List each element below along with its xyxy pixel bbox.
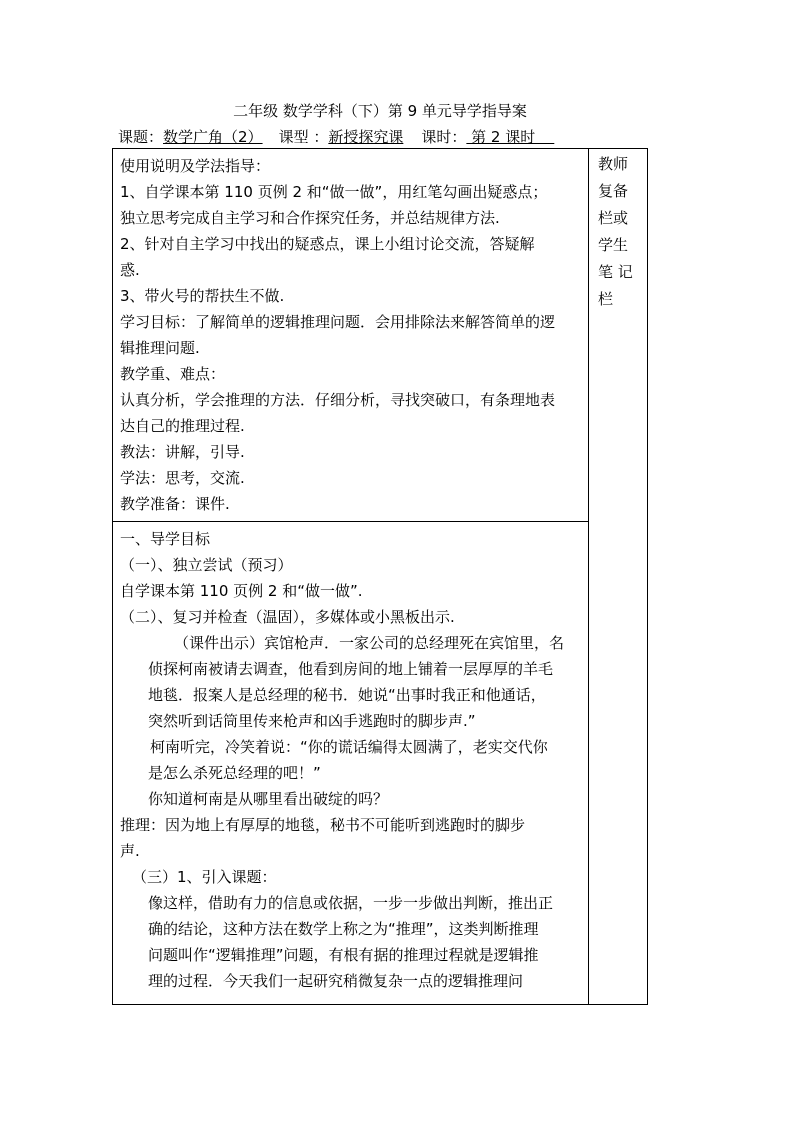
story-line: 是怎么杀死总经理的吧！”: [148, 764, 321, 782]
instruction-line: 学法：思考，交流.: [120, 469, 245, 487]
reasoning-line: 推理：因为地上有厚厚的地毯，秘书不可能听到逃跑时的脚步: [120, 816, 526, 834]
notes-label-line: 学生: [598, 236, 629, 254]
notes-label-line: 栏或: [598, 209, 629, 227]
type-value: 新授探究课: [328, 128, 404, 146]
notes-label-line: 栏: [598, 290, 614, 308]
lesson-meta-line: [118, 127, 648, 147]
topic-label: 课题：: [118, 128, 164, 146]
text-line: 自学课本第 110 页例 2 和“做一做”.: [120, 582, 363, 600]
intro-line: 问题叫作“逻辑推理”问题，有根有据的推理过程就是逻辑推: [148, 946, 539, 964]
story-line: 突然听到话筒里传来枪声和凶手逃跑时的脚步声.”: [148, 712, 476, 730]
intro-line: 像这样，借助有力的信息或依据，一步一步做出判断，推出正: [148, 894, 554, 912]
instruction-line: 学习目标：了解简单的逻辑推理问题．会用排除法来解答简单的逻: [120, 313, 556, 331]
intro-line: 确的结论，这种方法在数学上称之为“推理”，这类判断推理: [148, 920, 539, 938]
instruction-line: 使用说明及学法指导：: [120, 157, 271, 175]
text-line: （二）、复习并检查（温固），多媒体或小黑板出示.: [120, 608, 455, 626]
period-label: 课时：: [421, 128, 467, 146]
guide-content-text: [113, 522, 588, 994]
intro-heading: （三）1、引入课题：: [132, 868, 277, 886]
text-line: （一）、独立尝试（预习）: [120, 556, 293, 574]
page-title: 二年级 数学学科（下）第 9 单元导学指导案: [233, 102, 527, 120]
instruction-line: 独立思考完成自主学习和合作探究任务，并总结规律方法.: [120, 209, 500, 227]
story-line: 侦探柯南被请去调查，他看到房间的地上铺着一层厚厚的羊毛: [148, 660, 554, 678]
type-label: 课型 ：: [278, 128, 329, 146]
instruction-line: 3、带火号的帮扶生不做.: [120, 287, 285, 305]
intro-line: 理的过程．今天我们一起研究稍微复杂一点的逻辑推理问: [148, 972, 524, 990]
question-line: 你知道柯南是从哪里看出破绽的吗？: [148, 790, 389, 808]
guide-table: [112, 148, 648, 1005]
reasoning-line: 声.: [120, 842, 140, 860]
instruction-line: 辑推理问题.: [120, 339, 200, 357]
guide-goal-heading: 一、导学目标: [120, 530, 211, 548]
notes-column: [589, 149, 648, 1005]
period-value: 第 2 课时: [466, 128, 555, 146]
instruction-line: 惑.: [120, 261, 140, 279]
story-line: 柯南听完，冷笑着说：“你的谎话编得太圆满了，老实交代你: [150, 738, 548, 756]
instruction-line: 1、自学课本第 110 页例 2 和“做一做”，用红笔勾画出疑惑点；: [120, 183, 548, 201]
notes-label-line: 教师: [598, 155, 629, 173]
instruction-line: 教学重、难点：: [120, 365, 226, 383]
instructions-cell: [113, 149, 589, 522]
notes-label-line: 笔 记: [598, 263, 633, 281]
instruction-line: 教学准备：课件.: [120, 495, 230, 513]
notes-column-label: [589, 149, 647, 313]
instruction-line: 认真分析，学会推理的方法．仔细分析，寻找突破口，有条理地表: [120, 391, 556, 409]
notes-label-line: 复备: [598, 182, 629, 200]
guide-content-cell: [113, 522, 589, 1005]
story-line: （课件出示）宾馆枪声．一家公司的总经理死在宾馆里，名: [174, 634, 565, 652]
instruction-line: 教法：讲解，引导.: [120, 443, 245, 461]
instruction-line: 达自己的推理过程.: [120, 417, 245, 435]
instructions-text: [113, 149, 588, 517]
topic-value: 数学广角（2）: [163, 128, 263, 146]
instruction-line: 2、针对自主学习中找出的疑惑点，课上小组讨论交流，答疑解: [120, 235, 535, 253]
story-line: 地毯．报案人是总经理的秘书．她说“出事时我正和他通话，: [148, 686, 546, 704]
